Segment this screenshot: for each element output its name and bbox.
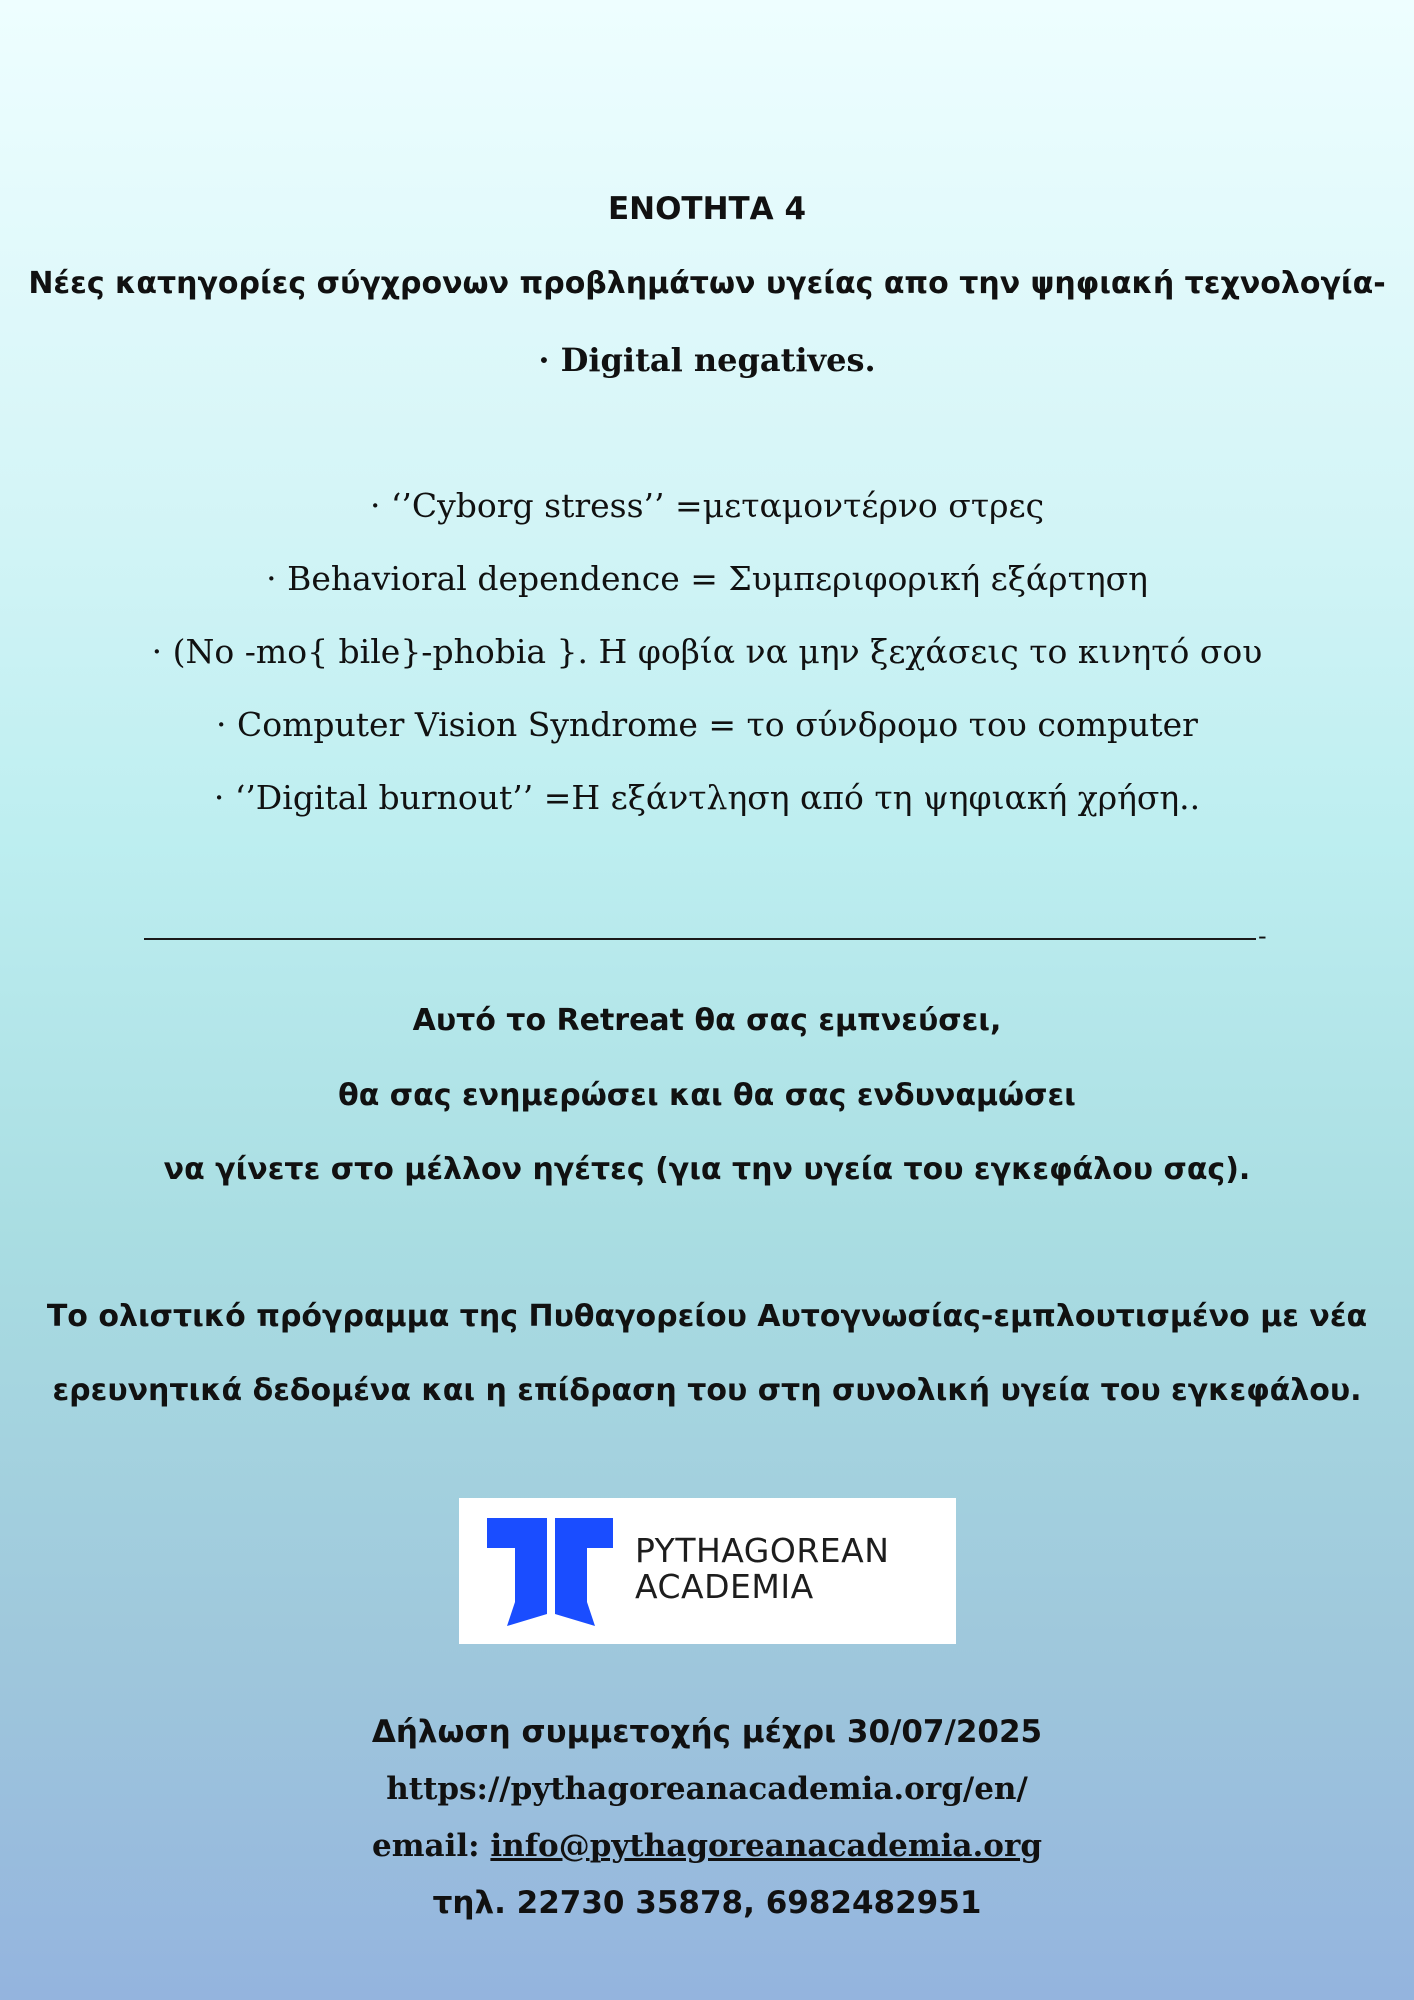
- retreat-line: Αυτό το Retreat θα σας εμπνεύσει,: [412, 1003, 1002, 1038]
- retreat-line: θα σας ενημερώσει και θα σας ενδυναμώσει: [338, 1078, 1076, 1113]
- holistic-line: ερευνητικά δεδομένα και η επίδραση του στη συνολική υγεία του εγκεφάλου.: [52, 1373, 1362, 1408]
- divider-suffix: -: [1258, 922, 1267, 950]
- list-item: · (No -mo{ bile}-phobia }. Η φοβία να μην ξεχάσεις το κινητό σου: [151, 632, 1263, 671]
- section-title: ΕΝΟΤΗΤΑ 4: [607, 191, 807, 227]
- holistic-line: Το ολιστικό πρόγραμμα της Πυθαγορείου Αυτογνωσίας-εμπλουτισμένο με νέα: [46, 1299, 1368, 1334]
- logo-line-1: PYTHAGOREAN: [635, 1531, 890, 1570]
- phone-line: τηλ. 22730 35878, 6982482951: [432, 1885, 982, 1921]
- website-link[interactable]: https://pythagoreanacademia.org/en/: [386, 1771, 1028, 1807]
- registration-deadline: Δήλωση συμμετοχής μέχρι 30/07/2025: [371, 1714, 1043, 1750]
- divider-line: [144, 938, 1256, 940]
- list-item: · ‘’Cyborg stress’’ =μεταμοντέρνο στρες: [369, 486, 1045, 525]
- pythagorean-academia-logo-icon: [485, 1514, 617, 1626]
- list-item: · ‘’Digital burnout’’ =Η εξάντληση από τη ψηφιακή χρήση..: [213, 778, 1201, 817]
- section-subtitle: Νέες κατηγορίες σύγχρονων προβλημάτων υγείας απο την ψηφιακή τεχνολογία-: [28, 266, 1386, 301]
- email-line: [0, 1828, 1414, 1864]
- logo-text: [635, 1533, 889, 1605]
- logo-line-2: ACADEMIA: [635, 1567, 814, 1606]
- list-item: · Computer Vision Syndrome = το σύνδρομο του computer: [216, 705, 1198, 744]
- retreat-line: να γίνετε στο μέλλον ηγέτες (για την υγεία του εγκεφάλου σας).: [163, 1152, 1251, 1187]
- logo: [459, 1498, 956, 1644]
- list-item: · Behavioral dependence = Συμπεριφορική εξάρτηση: [266, 559, 1148, 598]
- email-link[interactable]: info@pythagoreanacademia.org: [490, 1828, 1042, 1864]
- email-label: email:: [372, 1828, 491, 1864]
- section-subtitle-2: · Digital negatives.: [538, 341, 876, 379]
